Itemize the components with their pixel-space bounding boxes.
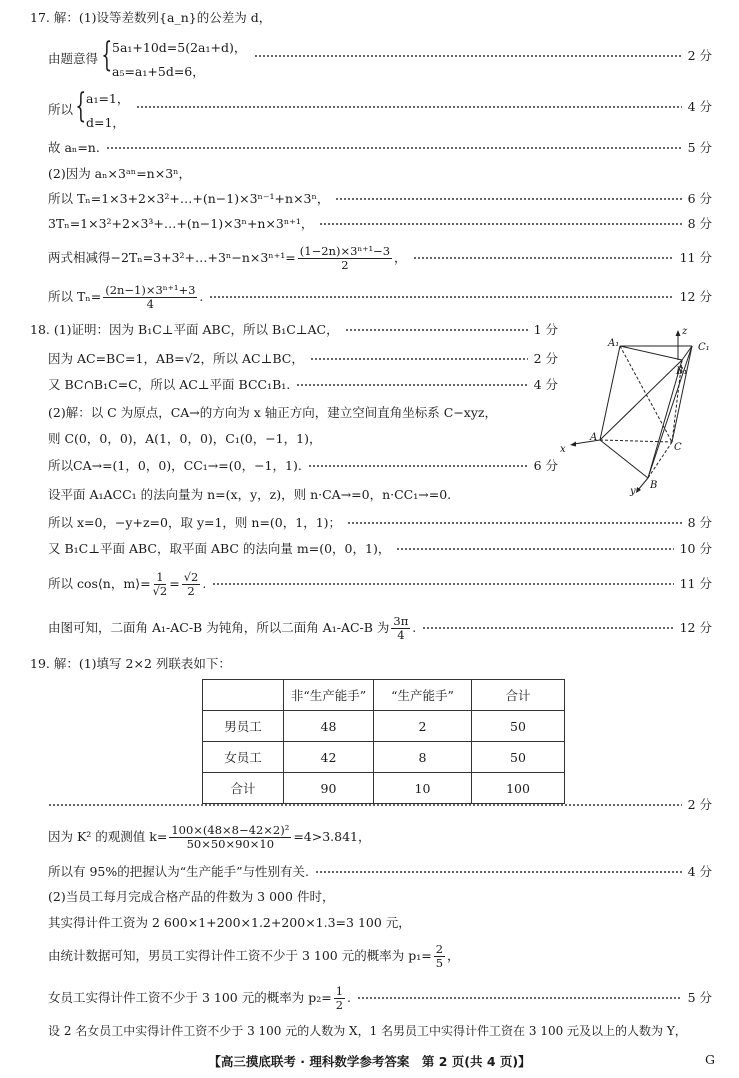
- p18-line-1: 18. (1)证明：因为 B₁C⊥平面 ABC，所以 B₁C⊥AC， 1 分: [30, 322, 558, 337]
- edge-A1B1: [620, 346, 682, 360]
- label-z: z: [682, 326, 688, 337]
- table-row: 女员工 42 8 50: [203, 742, 565, 773]
- p19-line-6: 由统计数据可知，男员工实得计件工资不少于 3 100 元的概率为 p₁= $\frac{2}{5}$ ，: [48, 941, 460, 970]
- label-y: y: [630, 486, 636, 497]
- p18-line-7: 设平面 A₁ACC₁ 的法向量为 n=(x，y，z)，则 n·CA→=0，n·CC₁→=0.: [48, 487, 452, 502]
- p17-line-6: 所以 Tₙ=1×3+2×3²+…+(n−1)×3ⁿ⁻¹+n×3ⁿ， 6 分: [48, 191, 712, 206]
- table-row: 合计 90 10 100: [203, 773, 565, 804]
- p19-line-4: (2)当员工每月完成合格产品的件数为 3 000 件时，: [48, 889, 335, 904]
- table-header-row: 非“生产能手” “生产能手” 合计: [203, 680, 565, 711]
- p18-line-4: (2)解：以 C 为原点，CA→的方向为 x 轴正方向，建立空间直角坐标系 C−xyz，: [48, 405, 497, 420]
- p19-line-8: 设 2 名女员工中实得计件工资不少于 3 100 元的人数为 X，1 名男员工中实得计件工资在 3 100 元及以上的人数为 Y，: [48, 1024, 687, 1038]
- p18-line-2: 因为 AC=BC=1，AB=√2，所以 AC⊥BC， 2 分: [48, 351, 558, 366]
- z-arrow: [676, 330, 681, 336]
- x-arrow: [570, 442, 576, 447]
- edge-AB: [600, 440, 648, 478]
- p17-line-7: 3Tₙ=1×3²+2×3³+…+(n−1)×3ⁿ+n×3ⁿ⁺¹， 8 分: [48, 216, 712, 231]
- dash-CB: [648, 442, 672, 478]
- p17-line-9: 所以 Tₙ= $\frac{\text{(2n−1)×3ⁿ⁺¹+3}}{4}$ . 12 分: [48, 282, 712, 311]
- p19-table-score: 2 分: [48, 797, 712, 813]
- p19-line-5: 其实得计件工资为 2 600×1+200×1.2+200×1.3=3 100 元，: [48, 915, 411, 930]
- p19-line-2: 因为 K² 的观测值 k= $\frac{\text{100×(48×8−42×2)²}}{50\times 50\times 90\times 10}$ =4>3.841，: [48, 822, 371, 851]
- p17-score-row-1: 2 分: [248, 48, 712, 64]
- diag-B1A: [600, 360, 682, 440]
- p18-line-6: 所以CA→=(1，0，0)，CC₁→=(0，−1，1). 6 分: [48, 458, 558, 473]
- page-code: G: [705, 1052, 715, 1067]
- p17-line-4: 故 aₙ=n. 5 分: [48, 140, 712, 155]
- dash-A1C: [620, 346, 672, 442]
- p17-score-row-2: 4 分: [130, 99, 712, 115]
- dash-AC: [600, 440, 672, 442]
- page-footer: 【高三摸底联考 · 理科数学参考答案 第 2 页(共 4 页)】: [208, 1054, 531, 1069]
- p18-line-3: 又 BC∩B₁C=C，所以 AC⊥平面 BCC₁B₁. 4 分: [48, 377, 558, 392]
- label-B: B: [650, 480, 658, 491]
- p18-line-11: 由图可知，二面角 A₁-AC-B 为钝角，所以二面角 A₁-AC-B 为 $\frac{3\pi}{4}$ . 12 分: [48, 613, 712, 642]
- label-A1: A₁: [608, 338, 620, 349]
- label-A: A: [590, 432, 598, 443]
- contingency-table: [202, 679, 565, 804]
- p19-line-7: 女员工实得计件工资不少于 3 100 元的概率为 p₂= $\frac{1}{2}$ . 5 分: [48, 983, 712, 1012]
- p17-line-1: 17. 解：(1)设等差数列{a_n}的公差为 d，: [30, 10, 272, 25]
- prism-figure: [560, 322, 730, 497]
- table-row: 男员工 48 2 50: [203, 711, 565, 742]
- p19-line-1: 19. 解：(1)填写 2×2 列联表如下：: [30, 656, 231, 671]
- label-C1: C₁: [698, 342, 710, 353]
- p18-line-10: 所以 cos⟨n，m⟩= $\frac{1}{√2}$ = $\frac{√2}{2}$ . 11 分: [48, 569, 712, 598]
- p17-line-8: 两式相减得−2Tₙ=3+3²+…+3ⁿ−n×3ⁿ⁺¹= $\frac{\text{(1−2n)×3ⁿ⁺¹−3}}{2}$ ， 11 分: [48, 243, 712, 272]
- edge-A1A: [600, 346, 620, 440]
- p19-line-3: 所以有 95%的把握认为“生产能手”与性别有关. 4 分: [48, 864, 712, 879]
- p18-line-8: 所以 x=0，−y+z=0，取 y=1，则 n=(0，1，1)； 8 分: [48, 515, 712, 530]
- label-B1: B₁: [676, 366, 688, 377]
- label-C: C: [674, 442, 682, 453]
- p18-line-9: 又 B₁C⊥平面 ABC，取平面 ABC 的法向量 m=(0，0，1)， 10 分: [48, 541, 712, 556]
- p18-line-5: 则 C(0，0，0)，A(1，0，0)，C₁(0，−1，1)，: [48, 431, 322, 446]
- label-x: x: [560, 444, 566, 455]
- p17-line-5: (2)因为 aₙ×3ᵃⁿ=n×3ⁿ，: [48, 166, 192, 181]
- y-axis: [638, 478, 648, 490]
